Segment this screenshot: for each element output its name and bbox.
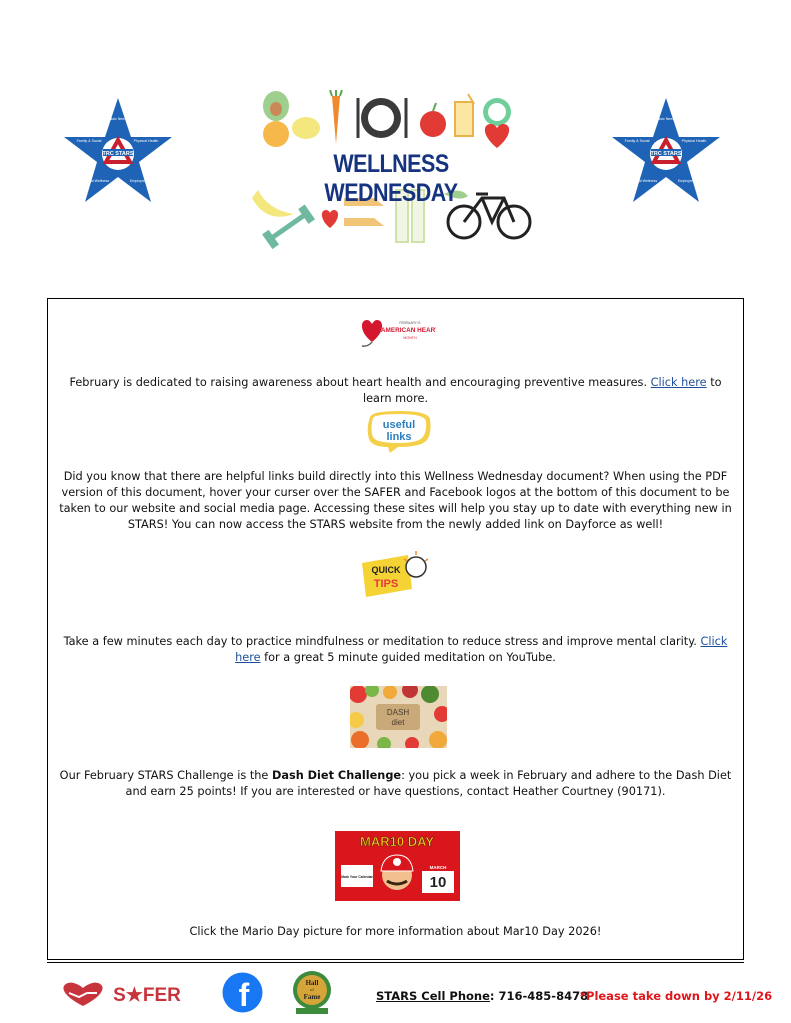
heart-month-link[interactable]: Click here bbox=[650, 376, 707, 389]
dash-diet-image bbox=[350, 686, 447, 748]
lightbulb-icon bbox=[406, 557, 426, 577]
heartbeat-icon bbox=[485, 124, 509, 148]
mario-day-paragraph: Click the Mario Day picture for more information about Mar10 Day 2026! bbox=[189, 925, 602, 938]
safer-logo[interactable] bbox=[57, 980, 187, 1008]
svg-text:AMERICAN HEART: AMERICAN HEART bbox=[380, 327, 436, 334]
svg-text:MAR10 DAY: MAR10 DAY bbox=[360, 834, 434, 849]
takedown-notice: *Please take down by 2/11/26 bbox=[580, 989, 773, 1003]
svg-text:DASH: DASH bbox=[386, 708, 410, 717]
facebook-icon: f bbox=[238, 977, 250, 1013]
banner-title: WELLNESS WEDNESDAY bbox=[324, 150, 458, 207]
stars-cell-phone bbox=[376, 989, 588, 1003]
mario-day-image[interactable] bbox=[335, 831, 460, 901]
quick-tips-image bbox=[358, 549, 430, 605]
trc-stars-logo-right bbox=[610, 96, 722, 204]
heart-icon bbox=[322, 210, 338, 228]
useful-links-paragraph: Did you know that there are helpful links build directly into this Wellness Wednesday document? When using the PDF version of this document, hover your curser over the SAFER and Facebook logos at the bottom of this document to be taken to our website and social media page. Accessing these sites will help you stay up to date with everything new in STARS! You can now access the STARS website from the newly added link on Dayforce as well! bbox=[59, 470, 732, 531]
svg-text:QUICK: QUICK bbox=[371, 565, 401, 575]
apple-icon bbox=[420, 111, 446, 137]
svg-text:useful: useful bbox=[382, 419, 416, 431]
facebook-logo[interactable] bbox=[222, 972, 263, 1013]
svg-text:Physical Health: Physical Health bbox=[133, 139, 159, 143]
svg-text:Mental Wellness: Mental Wellness bbox=[630, 179, 658, 183]
footer-divider bbox=[47, 962, 744, 963]
dash-diet-paragraph: Our February STARS Challenge is the Dash Diet Challenge: you pick a week in February and adhere to the Dash Diet and earn 25 points! If you are interested or have questions, contact Heather Courtney (90171). bbox=[59, 769, 732, 798]
phone-number: : 716-485-8478 bbox=[489, 989, 589, 1003]
american-heart-month-image bbox=[360, 314, 436, 348]
svg-text:Family & Social: Family & Social bbox=[624, 139, 650, 143]
svg-text:Mark Your Calendar: Mark Your Calendar bbox=[341, 875, 373, 879]
orange-icon bbox=[263, 121, 289, 147]
star-center-text: TRC STARS bbox=[650, 151, 682, 157]
wellness-wednesday-banner bbox=[246, 90, 536, 250]
svg-text:MARCH: MARCH bbox=[429, 865, 447, 870]
svg-text:TIPS: TIPS bbox=[373, 578, 399, 590]
meditation-link[interactable]: Click here bbox=[235, 635, 728, 664]
footer bbox=[47, 962, 773, 1022]
svg-text:Family & Social: Family & Social bbox=[76, 139, 102, 143]
svg-text:Fame: Fame bbox=[303, 993, 321, 1001]
heart-stethoscope-icon bbox=[362, 320, 382, 342]
quick-tips-paragraph: Take a few minutes each day to practice mindfulness or meditation to reduce stress and improve mental clarity. Click here for a great 5 minute guided meditation on YouTube. bbox=[63, 635, 728, 664]
svg-text:links: links bbox=[386, 431, 412, 443]
carrot-icon bbox=[332, 96, 340, 144]
svg-text:Employment: Employment bbox=[130, 179, 150, 183]
heart-month-paragraph: February is dedicated to raising awareness about heart health and encouraging preventive measures. Click here to learn more. bbox=[69, 376, 722, 405]
svg-text:Physical Health: Physical Health bbox=[681, 139, 707, 143]
svg-text:of: of bbox=[310, 987, 314, 992]
svg-text:Employment: Employment bbox=[678, 179, 698, 183]
svg-text:Basic Needs: Basic Needs bbox=[107, 117, 129, 121]
dumbbell-icon bbox=[270, 213, 306, 240]
svg-text:Mental Wellness: Mental Wellness bbox=[82, 179, 110, 183]
svg-text:FEBRUARY IS: FEBRUARY IS bbox=[399, 321, 421, 325]
svg-text:diet: diet bbox=[391, 718, 405, 727]
content-box bbox=[47, 298, 744, 960]
lemon-icon bbox=[292, 117, 320, 139]
dash-diet-challenge-name: Dash Diet Challenge bbox=[271, 769, 402, 782]
useful-links-image bbox=[364, 409, 434, 455]
hall-of-fame-logo bbox=[290, 970, 334, 1016]
svg-text:S★FER: S★FER bbox=[113, 985, 181, 1006]
svg-text:Hall: Hall bbox=[305, 979, 319, 987]
svg-text:Basic Needs: Basic Needs bbox=[655, 117, 677, 121]
juice-glass-icon bbox=[455, 102, 473, 136]
svg-text:10: 10 bbox=[429, 874, 447, 891]
trc-stars-logo-left bbox=[62, 96, 174, 204]
svg-text:MONTH: MONTH bbox=[403, 336, 417, 340]
star-center-text: TRC STARS bbox=[102, 151, 134, 157]
phone-label: STARS Cell Phone bbox=[376, 989, 490, 1003]
